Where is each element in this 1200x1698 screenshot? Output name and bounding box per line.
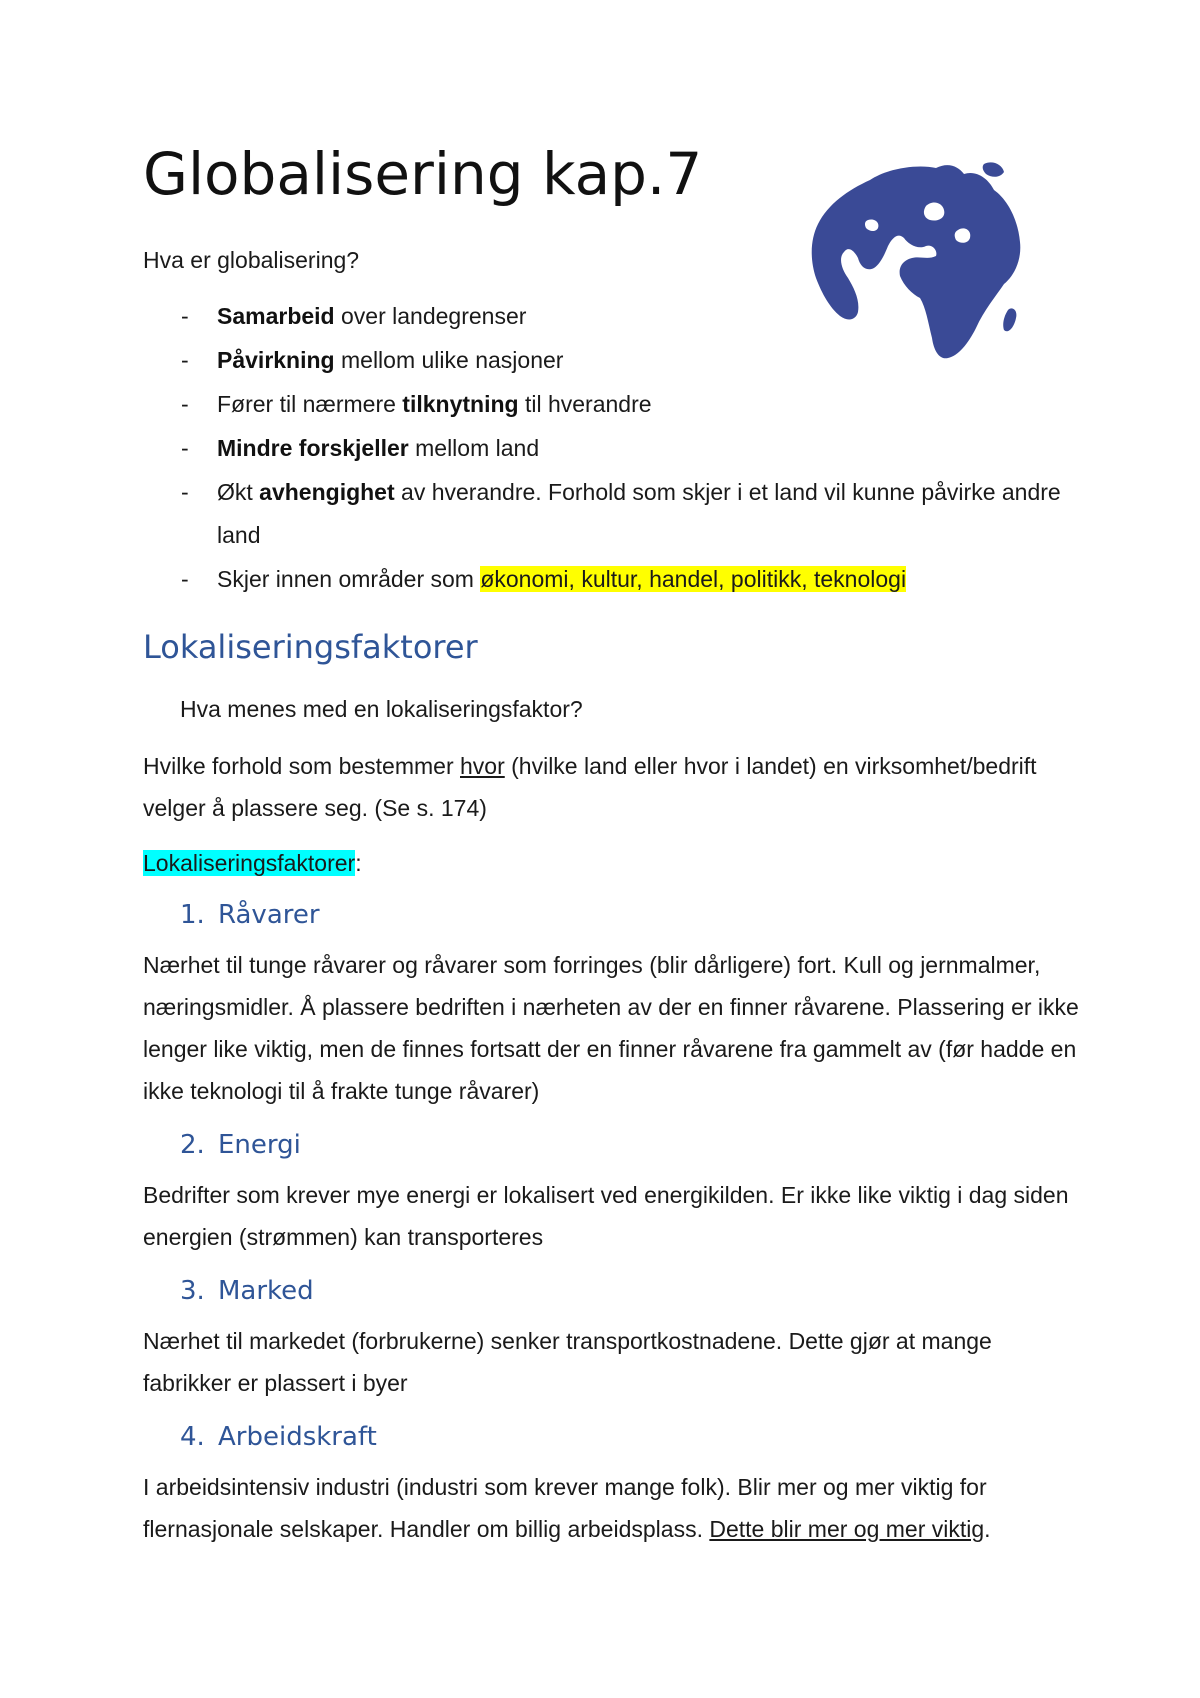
bullet-dash: - (181, 303, 189, 329)
bullet-dash: - (181, 391, 189, 417)
section-heading: Lokaliseringsfaktorer (143, 628, 478, 666)
factor-title: Energi (218, 1130, 301, 1160)
definition-text: (hvilke land eller hvor i landet) en virksomhet/bedrift velger å plassere seg. (Se s. 174) (143, 753, 1037, 821)
factor-text (143, 1466, 1083, 1550)
label-suffix: : (355, 850, 362, 876)
bullet-dash: - (181, 435, 189, 461)
list-item (143, 383, 1063, 426)
bullet-bold: Påvirkning (217, 347, 335, 373)
factor-body: I arbeidsintensiv industri (industri som krever mange folk). Blir mer og mer viktig for flernasjonale selskaper. Handler om billig arbeidsplass. (143, 1474, 987, 1542)
bullet-text: Fører til nærmere (217, 391, 403, 417)
list-item (143, 295, 1063, 338)
bullet-text: mellom land (408, 435, 540, 461)
factor-heading (180, 900, 320, 930)
bullet-text: av hverandre. Forhold som skjer i et land vil kunne påvirke andre land (217, 479, 1061, 548)
factor-title: Råvarer (218, 900, 320, 930)
bullet-dash: - (181, 347, 189, 373)
bullet-text: Økt (217, 479, 260, 505)
bullet-bold: tilknytning (402, 391, 519, 417)
bullet-text: til hverandre (518, 391, 652, 417)
bullet-text: mellom ulike nasjoner (334, 347, 564, 373)
list-item (143, 471, 1063, 557)
factor-title: Arbeidskraft (218, 1422, 377, 1452)
bullet-dash: - (181, 479, 189, 505)
highlighted-text: Lokaliseringsfaktorer (143, 850, 356, 876)
factor-text: Bedrifter som krever mye energi er lokalisert ved energikilden. Er ikke like viktig i dag siden energien (strømmen) kan transporteres (143, 1182, 1069, 1250)
bullet-dash: - (181, 566, 189, 592)
underlined-text: hvor (460, 753, 505, 779)
bullet-text: Skjer innen områder som (217, 566, 481, 592)
bullet-bold: Mindre forskjeller (217, 435, 409, 461)
factor-text: Nærhet til tunge råvarer og råvarer som forringes (blir dårligere) fort. Kull og jernmalmer, næringsmidler. Å plassere bedriften i nærheten av der en finner råvarene. Plassering er ikke lenger like viktig, men de finnes fortsatt der en finner råvarene fra gammelt av (før hadde en ikke teknologi til å frakte tunge råvarer) (143, 952, 1079, 1104)
list-item (143, 558, 1063, 601)
factor-heading (180, 1422, 377, 1452)
list-item (143, 339, 1063, 382)
factor-heading (180, 1276, 314, 1306)
factor-text: Nærhet til markedet (forbrukerne) senker transportkostnadene. Dette gjør at mange fabrikker er plassert i byer (143, 1328, 992, 1396)
intro-question: Hva er globalisering? (143, 247, 360, 273)
sub-question: Hva menes med en lokaliseringsfaktor? (180, 696, 583, 722)
bullet-bold: avhengighet (259, 479, 395, 505)
definition-text: Hvilke forhold som bestemmer (143, 753, 460, 779)
factor-end: . (984, 1516, 991, 1542)
bullet-text: over landegrenser (334, 303, 527, 329)
highlighted-text: økonomi, kultur, handel, politikk, teknologi (480, 566, 907, 592)
factor-title: Marked (218, 1276, 314, 1306)
factor-number: 1. (180, 900, 205, 930)
factor-number: 4. (180, 1422, 205, 1452)
bullet-list (143, 295, 1063, 602)
factor-number: 2. (180, 1130, 205, 1160)
factor-number: 3. (180, 1276, 205, 1306)
list-item (143, 427, 1063, 470)
factor-heading (180, 1130, 301, 1160)
definition-paragraph (143, 745, 1083, 829)
bullet-bold: Samarbeid (217, 303, 335, 329)
page-title: Globalisering kap.7 (143, 140, 703, 208)
underlined-text: Dette blir mer og mer viktig (709, 1516, 985, 1542)
list-label (143, 842, 1083, 884)
